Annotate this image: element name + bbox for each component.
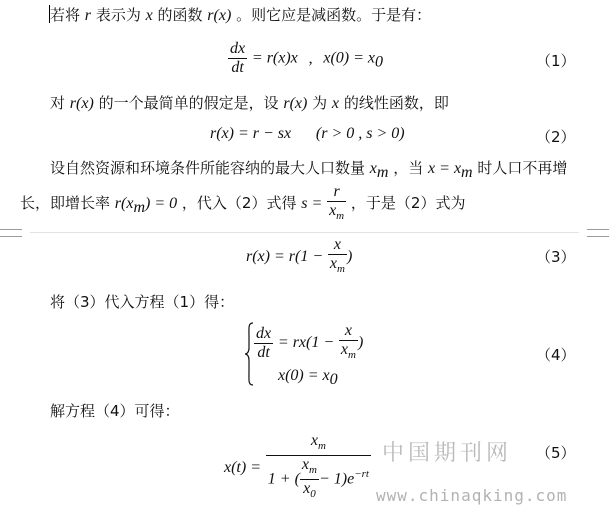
frac-num: r bbox=[327, 183, 346, 202]
frac-num: dx bbox=[230, 40, 246, 57]
equation-lhs: r(x) = r(1 − bbox=[246, 248, 324, 266]
equation-rhs: = r(x)x bbox=[251, 49, 298, 67]
equation-1 bbox=[228, 40, 383, 77]
equation-number-2: （2） bbox=[536, 128, 576, 146]
fraction-xm-x0 bbox=[300, 456, 319, 503]
frac-den bbox=[339, 341, 358, 364]
equation-number-4: （4） bbox=[536, 346, 576, 364]
fraction-dx-dt bbox=[228, 40, 247, 77]
math-var: x bbox=[369, 160, 377, 177]
equation-number-5: （5） bbox=[536, 444, 576, 462]
equation-4-line-1 bbox=[254, 322, 363, 364]
frac-num: x bbox=[328, 236, 347, 255]
text: ，于是（2）式为 bbox=[350, 194, 466, 213]
fraction-x-xm bbox=[339, 322, 358, 364]
paragraph-3 bbox=[50, 157, 567, 182]
frac-num-var: x bbox=[310, 432, 318, 449]
math-var: r(x) bbox=[69, 95, 94, 112]
equation-2 bbox=[210, 124, 405, 143]
equation-3 bbox=[246, 236, 352, 278]
text: 的一个最简单的假定是，设 bbox=[98, 94, 279, 112]
text: 时人口不再增 bbox=[477, 159, 568, 177]
text: 。则它应是减函数。于是有： bbox=[236, 6, 432, 24]
paragraph-2 bbox=[50, 92, 449, 113]
subscript: 0 bbox=[310, 488, 316, 501]
subscript: m bbox=[348, 349, 356, 362]
text: 长，即增长率 bbox=[20, 194, 111, 213]
frac-num: x bbox=[339, 322, 358, 341]
subscript: m bbox=[336, 210, 345, 223]
subscript: m bbox=[461, 164, 473, 181]
text: 表示为 bbox=[95, 6, 141, 24]
math-var: r(x bbox=[114, 195, 134, 213]
paren: ) bbox=[357, 334, 364, 352]
frac-den bbox=[327, 202, 346, 225]
math-var: s = bbox=[301, 195, 323, 213]
frac-den-var: x bbox=[329, 255, 338, 272]
text: 的线性函数，即 bbox=[343, 94, 449, 112]
frac-den-var: x bbox=[340, 341, 349, 358]
paragraph-1 bbox=[50, 4, 431, 25]
equation-rhs: = rx(1 − bbox=[277, 334, 335, 352]
math-var: ) = 0 bbox=[145, 195, 178, 213]
subscript: 0 bbox=[375, 53, 383, 71]
subscript: m bbox=[309, 464, 317, 477]
math-var: r(x) bbox=[207, 7, 232, 24]
math-var: x bbox=[145, 7, 153, 24]
initial-condition: x(0) = x bbox=[278, 367, 330, 384]
subscript: m bbox=[337, 263, 345, 276]
initial-condition: x(0) = x bbox=[323, 49, 375, 67]
watermark-logo-text: 中国期刊网 bbox=[382, 441, 513, 466]
frac-den: dt bbox=[231, 59, 244, 76]
equation-5 bbox=[224, 432, 371, 504]
fraction-r-xm bbox=[327, 183, 346, 225]
text: 的函数 bbox=[157, 6, 203, 24]
frac-den bbox=[266, 456, 371, 503]
paren: ) bbox=[346, 248, 353, 266]
math-var: x bbox=[331, 95, 340, 112]
watermark-url: www.chinaqking.com bbox=[376, 486, 568, 505]
separator: , bbox=[308, 49, 313, 67]
text: 对 bbox=[50, 94, 66, 112]
frac-num-var: x bbox=[301, 456, 310, 474]
subscript: m bbox=[133, 199, 146, 217]
text: 设自然资源和环境条件所能容纳的最大人口数量 bbox=[50, 159, 366, 177]
frac-den-var: x bbox=[303, 480, 311, 498]
equation-number-3: （3） bbox=[536, 248, 576, 266]
text: ，当 bbox=[393, 159, 424, 177]
page-separator-right bbox=[587, 229, 609, 237]
equation-condition: (r > 0 , s > 0) bbox=[315, 125, 405, 142]
exponent: −rt bbox=[354, 468, 369, 481]
frac-num: dx bbox=[256, 324, 272, 342]
denominator-part: − 1)e bbox=[318, 470, 355, 488]
frac-den-var: x bbox=[329, 202, 337, 219]
left-brace-icon bbox=[244, 322, 254, 386]
equation-lhs: r(x) = r − sx bbox=[210, 125, 292, 142]
text: ，代入（2）式得 bbox=[181, 194, 297, 213]
fraction-dx-dt bbox=[254, 325, 273, 362]
subscript: 0 bbox=[329, 371, 338, 388]
page-separator bbox=[30, 232, 579, 233]
denominator-part: 1 + ( bbox=[267, 470, 300, 488]
equation-4-line-2 bbox=[278, 366, 338, 389]
paragraph-6: 解方程（4）可得： bbox=[50, 402, 180, 420]
frac-den bbox=[300, 480, 319, 503]
frac-den: dt bbox=[257, 343, 270, 361]
fraction-x-xm bbox=[328, 236, 347, 278]
text: 为 bbox=[312, 94, 328, 112]
subscript: m bbox=[317, 440, 326, 453]
text: 若将 bbox=[50, 6, 81, 24]
math-var: r bbox=[84, 7, 92, 24]
paragraph-5: 将（3）代入方程（1）得： bbox=[50, 293, 235, 311]
subscript: m bbox=[376, 164, 389, 181]
page-separator-left bbox=[0, 229, 22, 237]
equation-lhs: x(t) = bbox=[224, 458, 261, 476]
math-var: r(x) bbox=[283, 95, 308, 112]
fraction-logistic bbox=[266, 432, 371, 504]
paragraph-4 bbox=[20, 183, 465, 225]
frac-num bbox=[300, 456, 319, 480]
frac-num bbox=[266, 432, 371, 456]
equation-number-1: （1） bbox=[536, 52, 576, 70]
math-var: x = x bbox=[428, 160, 462, 177]
frac-den bbox=[328, 255, 347, 278]
